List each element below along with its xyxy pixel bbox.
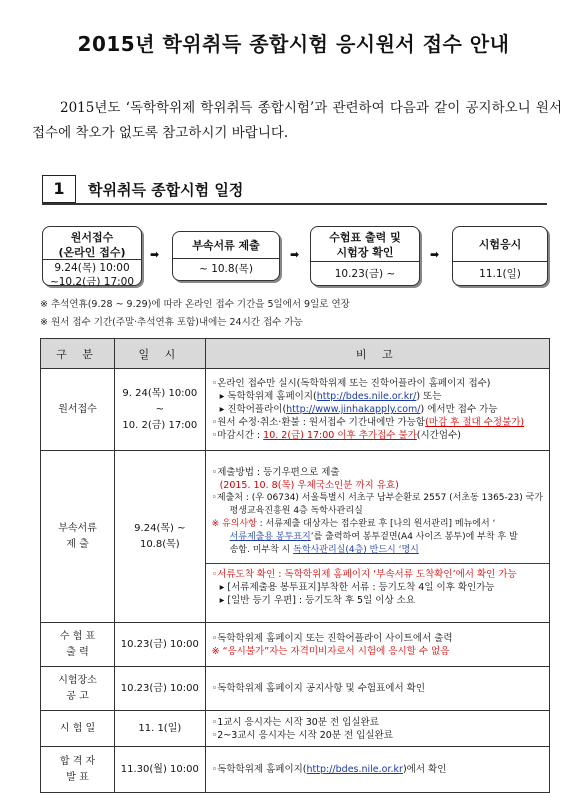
table-row [41,711,550,747]
remark-line [212,429,543,442]
step-application [42,226,142,286]
arrow-icon: ➡ [430,248,440,261]
step-exam [452,226,548,286]
row-remarks [205,369,549,451]
remark-line: 평생교육진흥원 4층 독학사관리실 [229,506,363,516]
remark-line: ◦독학학위제 홈페이지 또는 진학어플라이 사이트에서 출력 [211,632,453,644]
row-remarks [205,711,549,747]
nile-link[interactable]: http://bdes.nile.or.kr [306,764,403,775]
remark-line [212,416,543,429]
row-date: 10.23(금) 10:00 [115,667,206,711]
row-label-line: 수 험 표 [59,630,96,642]
remark-text: ’를 출력하여 봉투겉면(A4 사이즈 봉투)에 부착 후 발 [310,532,518,542]
column-header: 일 시 [115,339,206,369]
row-remarks [205,667,549,711]
remark-highlight: 서류제출용 봉투표지 [229,532,311,542]
column-header: 비 고 [205,339,549,369]
column-header: 구 분 [41,339,115,369]
row-label-line: 발 표 [66,771,89,783]
step-date: 9.24(목) 10:00 ~10.2(금) 17:00 [49,262,135,288]
remark-text: ◦원서 수정·취소·환불 : 원서접수 기간내에만 가능함 [211,417,426,428]
remark-warning: ※ 유의사항 [211,519,257,529]
row-label-line: 합 격 자 [59,755,96,767]
row-remarks [205,451,549,623]
remark-line [212,763,543,776]
remark-text: (시간엄수) [416,430,461,441]
date-separator: ~ [155,403,165,415]
row-date [115,369,206,451]
row-date: 11. 1(일) [115,711,206,747]
table-row [41,369,550,451]
remark-line [212,531,543,544]
remark-line: ◦2~3교시 응시자는 시작 20분 전 입실완료 [211,729,393,741]
remark-line: ◦서류도착 확인 : 독학학위제 홈페이지 ‘부속서류 도착확인’에서 확인 가능 [211,569,517,580]
row-label-line: 제 출 [66,538,89,550]
remark-line: ▸ [일반 등기 우편] : 등기도착 후 5일 이상 소요 [219,595,416,606]
step-title: 수험표 출력 및 시험장 확인 [329,231,401,259]
remark-line: ▸ [서류제출용 봉투표지]부착한 서류 : 등기도착 4일 이후 확인가능 [219,582,495,593]
step-date: 11.1(일) [479,268,521,280]
remark-text: : 서류제출 대상자는 접수완료 후 [나의 원서관리] 메뉴에서 ‘ [256,519,496,529]
row-date: 10.23(금) 10:00 [115,623,206,667]
row-date: 11.30(월) 10:00 [115,747,206,793]
remark-line: ◦독학학위제 홈페이지 공지사항 및 수험표에서 확인 [211,683,426,694]
note-24h: ※ 원서 접수 기간(주말·추석연휴 포함)내에는 24시간 접수 가능 [40,317,303,328]
row-remarks [205,747,549,793]
step-title: 시험응시 [478,238,522,251]
step-date: ~ 10.8(목) [199,263,253,275]
row-label: 원서접수 [41,369,115,451]
row-remarks [205,623,549,667]
table-header-row [41,339,550,369]
step-documents [172,231,280,281]
row-label-line: 시험장소 [58,674,97,686]
remark-warning: ※ “응시불가”자는 자격미비자로서 시험에 응시할 수 없음 [211,645,450,657]
intro-paragraph: 2015년도 ‘독학학위제 학위취득 종합시험’과 관련하여 다음과 같이 공지하오니 원서접수에 착오가 없도록 참고하시기 바랍니다. [32,100,562,141]
row-label [41,747,115,793]
remark-line: ◦온라인 접수만 실시(독학학위제 또는 진학어플라이 홈페이지 접수) [211,378,491,389]
arrow-icon: ➡ [150,248,160,261]
row-label: 시 험 일 [41,711,115,747]
table-row [41,747,550,793]
jinhakapply-link[interactable]: http://www.jinhakapply.com/ [286,404,421,415]
section-header [42,175,547,205]
remark-highlight: 독학사관리실(4층) 반드시 ‘명시 [293,545,419,555]
remark-line: (2015. 10. 8(목) 우체국소인분 까지 유효) [219,480,399,491]
nile-link[interactable]: http://bdes.nile.or.kr/ [316,391,417,402]
remark-line [212,390,543,403]
remark-text: 송함. 미부착 시 [229,545,294,555]
row-label-line: 부속서류 [58,522,97,534]
arrival-check-box [206,563,549,610]
step-title: 부속서류 제출 [192,239,260,252]
row-label [41,667,115,711]
section-number: 1 [42,175,76,203]
arrow-icon: ➡ [290,248,300,261]
remark-warning: (마감 후 절대 수정불가) [425,417,525,428]
remark-line [212,518,543,531]
remark-line [212,544,543,557]
row-label [41,451,115,623]
remark-text: ◦마감시간 : [211,430,264,441]
row-label-line: 출 력 [66,646,89,658]
table-row [41,451,550,623]
table-row [41,623,550,667]
row-date: 9.24(목) ~ 10.8(목) [115,451,206,623]
remark-line: ◦1교시 응시자는 시작 30분 전 입실완료 [211,716,379,728]
remark-text: )에서 확인 [402,764,447,775]
remark-text: ) 또는 [416,391,442,402]
row-label [41,623,115,667]
step-admission-ticket [310,226,420,286]
section-title: 학위취득 종합시험 일정 [88,181,244,199]
step-title: 원서접수 (온라인 접수) [58,231,126,259]
remark-text: ) 에서만 접수 가능 [420,404,498,415]
row-label-line: 공 고 [66,690,89,702]
table-row [41,667,550,711]
remark-text: ▸ 독학학위제 홈페이지( [219,391,317,402]
remark-line: ◦제출처 : (우 06734) 서울특별시 서초구 남부순환로 2557 (서초동 1365-23) 국가 [211,493,543,503]
schedule-table [40,338,550,793]
note-extension: ※ 추석연휴(9.28 ~ 9.29)에 따라 온라인 접수 기간을 5일에서 9일로 연장 [40,299,350,310]
date-start: 9. 24(목) 10:00 [122,387,198,399]
remark-warning: 10. 2(금) 17:00 이후 추가접수 불가 [263,430,417,441]
remark-text: ◦독학학위제 홈페이지( [211,764,307,775]
remark-line [212,403,543,416]
page-title: 2015년 학위취득 종합시험 응시원서 접수 안내 [77,32,510,56]
remark-text: ▸ 진학어플라이( [219,404,287,415]
date-end: 10. 2(금) 17:00 [122,419,198,431]
remark-line: ◦제출방법 : 등기우편으로 제출 [211,467,340,478]
step-date: 10.23(금) ~ [334,268,396,280]
